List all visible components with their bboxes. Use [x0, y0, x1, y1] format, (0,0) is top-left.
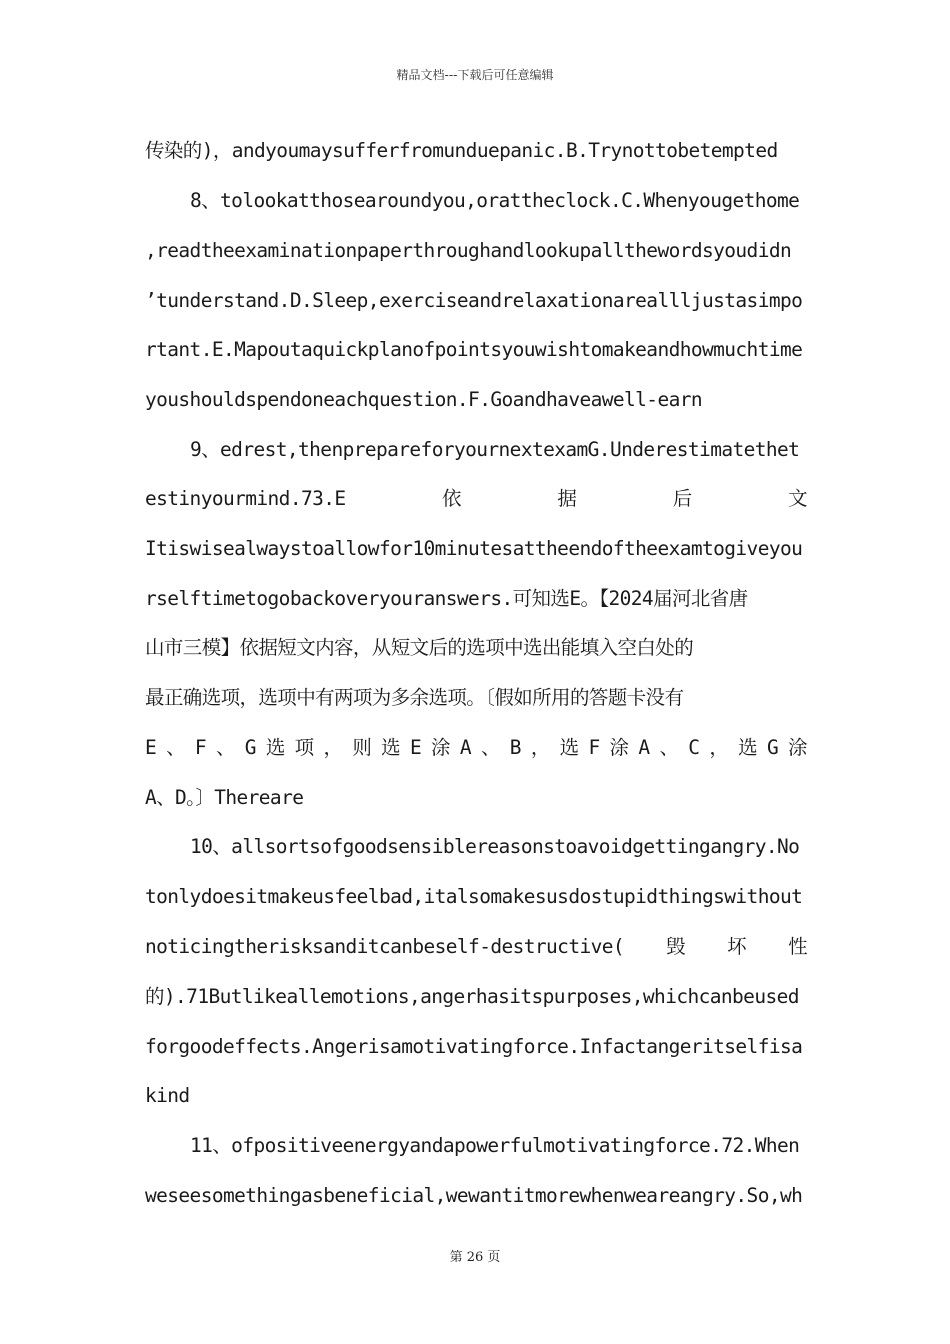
text-line: kind: [145, 1084, 190, 1107]
text-segment: ，: [323, 736, 343, 759]
text-line: 11、ofpositiveenergyandapowerfulmotivatingforce.72.When: [190, 1134, 800, 1157]
text-line: tonlydoesitmakeusfeelbad,italsomakesusdostupidthingswithout: [145, 885, 803, 908]
text-segment: 依: [441, 487, 461, 510]
text-line: 山市三模】依据短文内容，从短文后的选项中选出能填入空白处的: [145, 636, 694, 659]
text-segment: E: [145, 736, 157, 759]
text-line: 的).71Butlikeallemotions,angerhasitspurposes,whichcanbeused: [145, 985, 799, 1008]
text-segment: A: [638, 736, 650, 759]
page-number: 第 26 页: [449, 1250, 501, 1265]
text-segment: 、: [166, 736, 185, 759]
text-segment: 涂: [788, 736, 807, 759]
text-segment: 、: [215, 736, 235, 759]
text-line: rselftimetogobackoveryouranswers.可知选E。【2024届河北省唐: [145, 587, 748, 610]
text-line: 8、tolookatthosearoundyou,orattheclock.C.Whenyougethome: [190, 189, 800, 212]
text-segment: 涂: [431, 736, 450, 759]
text-segment: 据: [557, 487, 577, 510]
text-segment: 选: [265, 736, 285, 759]
text-segment: noticingtherisksanditcanbeself-destructive(: [145, 935, 625, 958]
text-segment: 则: [352, 736, 372, 759]
text-segment: F: [194, 736, 207, 759]
text-segment: C: [688, 736, 700, 759]
text-line: forgoodeffects.Angerisamotivatingforce.Infactangeritselfisa: [145, 1035, 803, 1058]
text-segment: 、: [659, 736, 679, 759]
text-segment: F: [588, 736, 600, 759]
text-line: Itiswisealwaystoallowfor10minutesattheendoftheexamtogiveyou: [145, 537, 803, 560]
text-line: ,readtheexaminationpaperthroughandlookupallthewordsyoudidn: [145, 239, 792, 262]
text-segment: 项: [294, 736, 314, 759]
text-line: youshouldspendoneachquestion.F.Goandhaveawell-earn: [145, 388, 702, 411]
text-segment: 、: [480, 736, 500, 759]
text-line: weseesomethingasbeneficial,wewantitmorewhenweareangry.So,wh: [145, 1184, 803, 1207]
text-segment: 选: [381, 736, 401, 759]
text-segment: ，: [709, 736, 729, 759]
text-line-justified: [145, 930, 807, 964]
text-line: 10、allsortsofgoodsensiblereasonstoavoidgettingangry.No: [190, 835, 800, 858]
text-segment: E: [409, 736, 422, 759]
text-line: 9、edrest,thenprepareforyournextexamG.Underestimatethet: [190, 438, 800, 461]
text-segment: 选: [738, 736, 758, 759]
text-line: A、D。〕Thereare: [145, 786, 304, 809]
text-line-justified: [145, 731, 807, 765]
text-segment: 涂: [609, 736, 629, 759]
text-segment: 文: [788, 487, 807, 510]
text-segment: 毁: [666, 935, 686, 958]
text-segment: G: [766, 736, 779, 759]
text-line: 最正确选项，选项中有两项为多余选项。〔假如所用的答题卡没有: [145, 686, 684, 709]
text-segment: 性: [788, 935, 807, 958]
text-segment: 选: [559, 736, 579, 759]
text-line-justified: [145, 482, 807, 516]
text-segment: A: [459, 736, 472, 759]
text-line: ’tunderstand.D.Sleep,exerciseandrelaxationareallljustasimpo: [145, 289, 803, 312]
text-segment: estinyourmind.73.E: [145, 487, 346, 510]
text-segment: 坏: [727, 935, 746, 958]
text-segment: ，: [530, 736, 550, 759]
text-line: rtant.E.Mapoutaquickplanofpointsyouwishtomakeandhowmuchtime: [145, 338, 803, 361]
page-header: 精品文档---下载后可任意编辑: [396, 68, 554, 82]
text-segment: B: [509, 736, 521, 759]
text-segment: 后: [672, 487, 692, 510]
text-line: 传染的)，andyoumaysufferfromunduepanic.B.Trynottobetempted: [145, 139, 778, 162]
text-segment: G: [244, 736, 256, 759]
